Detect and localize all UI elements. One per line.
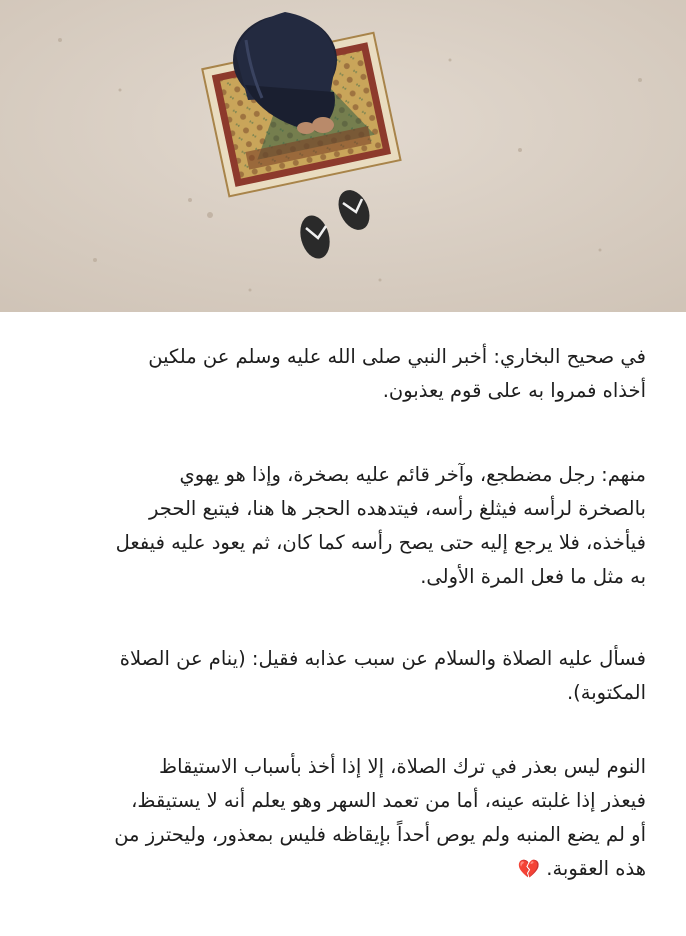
broken-heart-icon: 💔 (517, 859, 541, 880)
text-line: فيعذر إذا غلبته عينه، أما من تعمد السهر وهو يعلم أنه لا يستيقظ، (131, 789, 646, 812)
prayer-photo (0, 0, 686, 312)
text-line: أخذاه فمروا به على قوم يعذبون. (382, 379, 646, 402)
text-line: فسأل عليه الصلاة والسلام عن سبب عذابه فقيل: (ينام عن الصلاة (119, 647, 646, 670)
paragraph-hadith-description (42, 458, 646, 594)
text-line: النوم ليس بعذر في ترك الصلاة، إلا إذا أخذ بأسباب الاستيقاظ (159, 755, 646, 778)
text-line: بالصخرة لرأسه فيثلغ رأسه، فيتدهده الحجر ها هنا، فيتبع الحجر (149, 497, 646, 520)
text-line: فيأخذه، فلا يرجع إليه حتى يصح رأسه كما كان، ثم يعود عليه فيفعل (115, 531, 646, 554)
text-line: منهم: رجل مضطجع، وآخر قائم عليه بصخرة، وإذا هو يهوي (179, 463, 646, 486)
paragraph-commentary (42, 750, 646, 887)
text-line: في صحيح البخاري: أخبر النبي صلى الله عليه وسلم عن ملكين (148, 345, 646, 368)
text-line-last (42, 852, 646, 887)
text-line: به مثل ما فعل المرة الأولى. (420, 565, 646, 588)
paragraph-question (42, 642, 646, 710)
text-line-content: هذه العقوبة. (546, 857, 646, 880)
text-line: أو لم يضع المنبه ولم يوص أحداً بإيقاظه فليس بمعذور، وليحترز من (114, 823, 646, 846)
text-line: المكتوبة). (566, 681, 646, 704)
paragraph-hadith-intro (42, 340, 646, 408)
